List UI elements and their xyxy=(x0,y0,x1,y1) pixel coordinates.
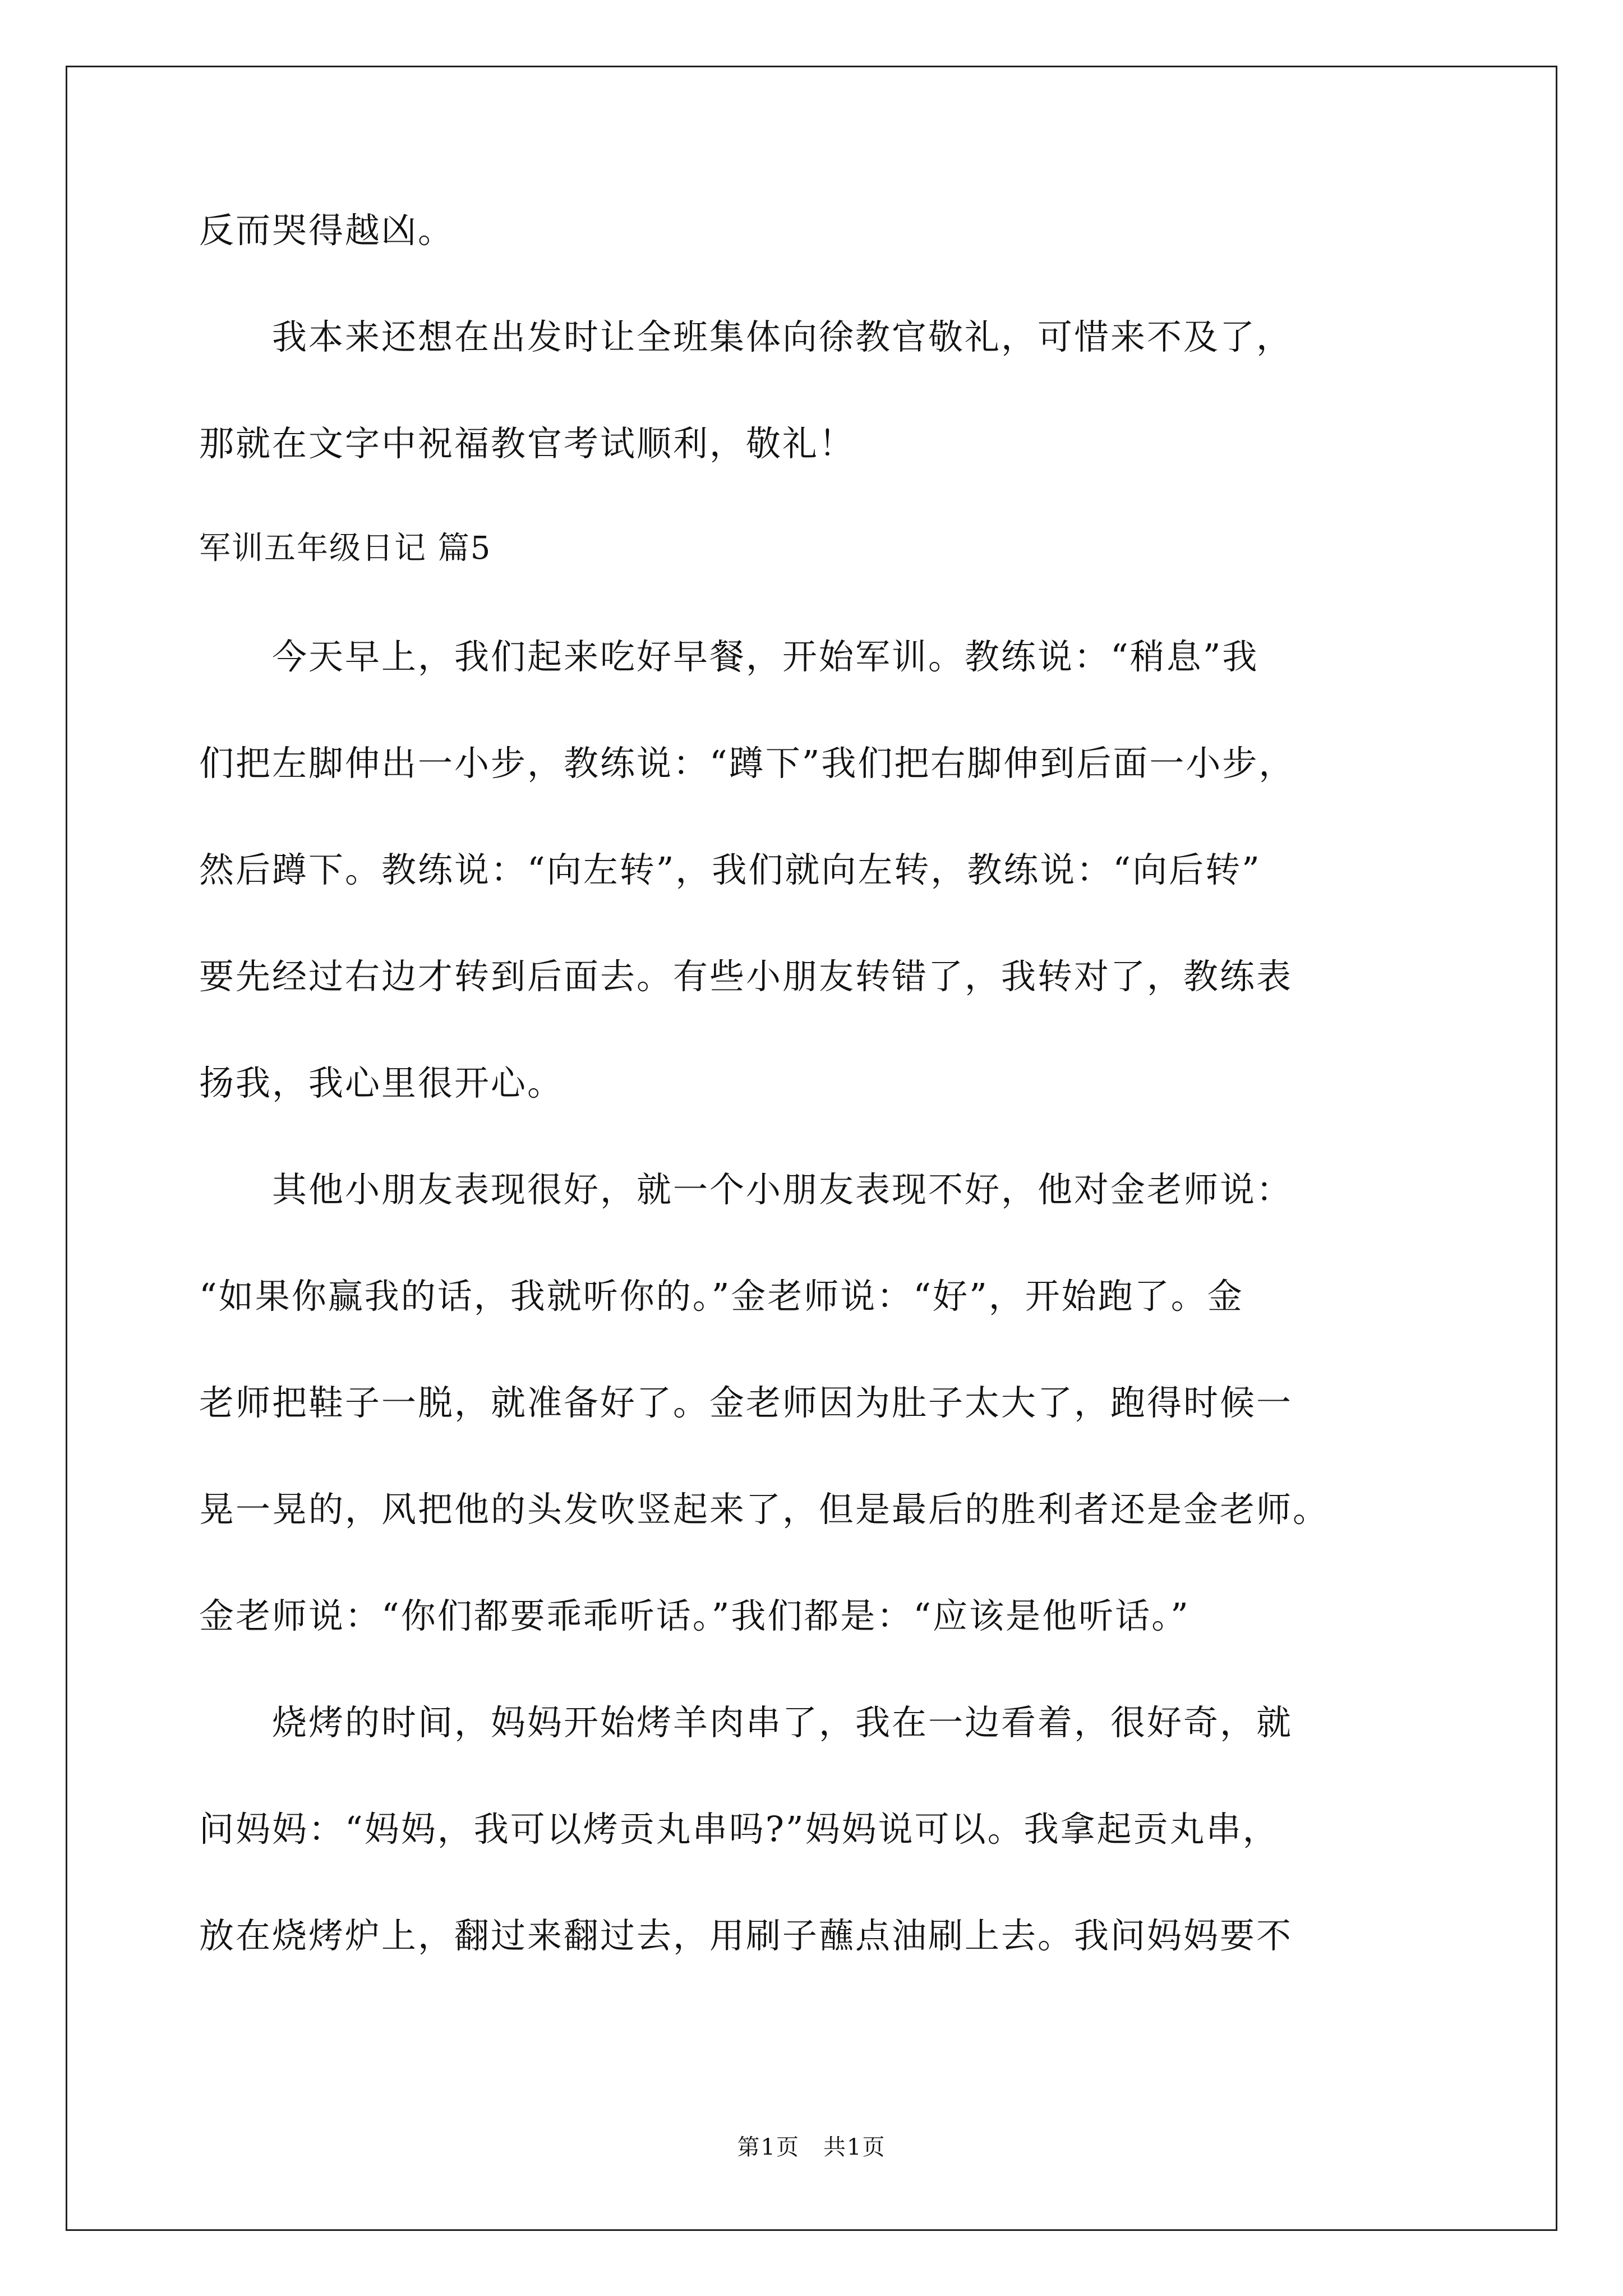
text-line: 金老师说：“你们都要乖乖听话。”我们都是：“应该是他听话。” xyxy=(199,1595,1190,1636)
page-footer: 第1页 共1页 xyxy=(737,2134,886,2160)
text-line: 然后蹲下。教练说：“向左转”，我们就向左转，教练说：“向后转” xyxy=(199,849,1261,890)
text-line: 今天早上，我们起来吃好早餐，开始军训。教练说：“稍息”我 xyxy=(199,636,1259,677)
text-line: 反而哭得越凶。 xyxy=(199,210,455,251)
text-line: 扬我，我心里很开心。 xyxy=(199,1062,564,1103)
text-line: 烧烤的时间，妈妈开始烤羊肉串了，我在一边看着，很好奇，就 xyxy=(199,1702,1293,1743)
text-line: “如果你赢我的话，我就听你的。”金老师说：“好”，开始跑了。金 xyxy=(199,1276,1244,1317)
text-line: 其他小朋友表现很好，就一个小朋友表现不好，他对金老师说： xyxy=(199,1169,1293,1210)
text-line: 老师把鞋子一脱，就准备好了。金老师因为肚子太大了，跑得时候一 xyxy=(199,1382,1293,1423)
text-line: 们把左脚伸出一小步，教练说：“蹲下”我们把右脚伸到后面一小步， xyxy=(199,743,1295,784)
text-line: 问妈妈：“妈妈，我可以烤贡丸串吗?”妈妈说可以。我拿起贡丸串， xyxy=(199,1809,1279,1849)
section-heading: 军训五年级日记 篇5 xyxy=(199,530,492,567)
text-line: 放在烧烤炉上，翻过来翻过去，用刷子蘸点油刷上去。我问妈妈要不 xyxy=(199,1915,1293,1956)
text-line: 要先经过右边才转到后面去。有些小朋友转错了，我转对了，教练表 xyxy=(199,956,1293,997)
text-line: 晃一晃的，风把他的头发吹竖起来了，但是最后的胜利者还是金老师。 xyxy=(199,1489,1330,1530)
text-line: 那就在文字中祝福教官考试顺利，敬礼！ xyxy=(199,423,856,464)
text-line: 我本来还想在出发时让全班集体向徐教官敬礼，可惜来不及了， xyxy=(199,316,1293,357)
document-body xyxy=(199,210,1433,2025)
